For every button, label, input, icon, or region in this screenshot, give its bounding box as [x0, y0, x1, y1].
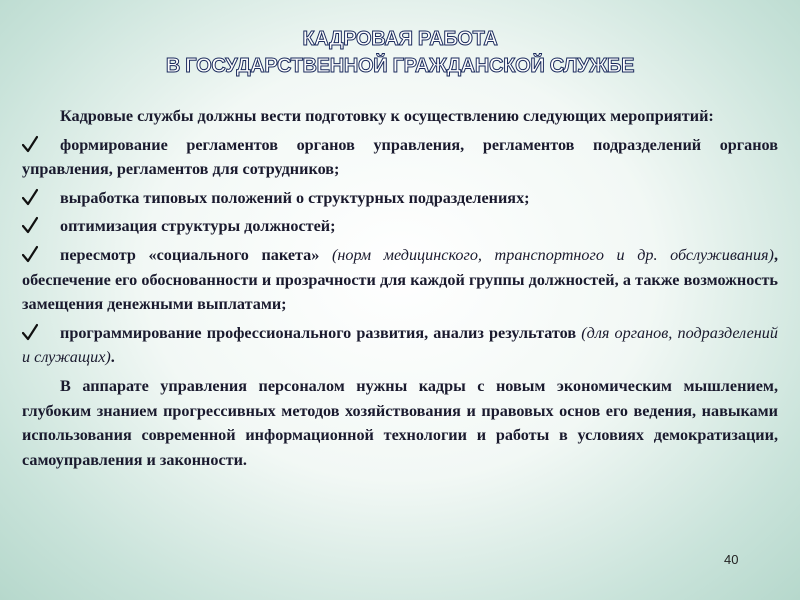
list-item: [22, 321, 778, 370]
list-item: [22, 186, 778, 211]
list-item: [22, 133, 778, 182]
slide-title-line1: КАДРОВАЯ РАБОТА: [302, 28, 498, 50]
list-item: [22, 243, 778, 317]
list-item-text-cont: , обеспечение его обоснованности и прозрачности для каждой группы должностей, а также возможность замещения денежными выплатами;: [22, 245, 778, 314]
checkmark-icon: [22, 245, 38, 263]
checkmark-icon: [22, 323, 38, 341]
list-item-italic-note: (норм медицинского, транспортного и др. обслуживания): [331, 245, 774, 264]
list-item-text-cont: .: [110, 348, 115, 367]
list-item-italic-note: (для органов, подразделений и служащих): [22, 323, 778, 367]
page-number: 40: [724, 552, 739, 567]
list-item-text: формирование регламентов органов управления, регламентов подразделений органов управления, регламентов для сотрудников;: [22, 135, 778, 179]
slide-title-line2: В ГОСУДАРСТВЕННОЙ ГРАЖДАНСКОЙ СЛУЖБЕ: [165, 55, 635, 77]
checkmark-icon: [22, 135, 38, 153]
list-item-text: оптимизация структуры должностей;: [60, 217, 336, 236]
checkmark-icon: [22, 216, 38, 234]
list-item-text: программирование профессионального развития, анализ результатов: [60, 323, 582, 342]
intro-paragraph: Кадровые службы должны вести подготовку к осуществлению следующих мероприятий:: [60, 107, 714, 125]
list-item: [22, 214, 778, 239]
list-item-text: пересмотр «социального пакета»: [60, 245, 332, 264]
checkmark-icon: [22, 188, 38, 206]
closing-paragraph: В аппарате управления персоналом нужны кадры с новым экономическим мышлением, глубоким знанием прогрессивных методов хозяйствования и правовых основ его ведения, навыками использования современной информационной технологии и работы в условиях демократизации, самоуправления и законности.: [22, 376, 778, 469]
list-item-text: выработка типовых положений о структурных подразделениях;: [60, 188, 530, 207]
slide-body: [22, 104, 778, 476]
slide-title: [0, 26, 800, 80]
